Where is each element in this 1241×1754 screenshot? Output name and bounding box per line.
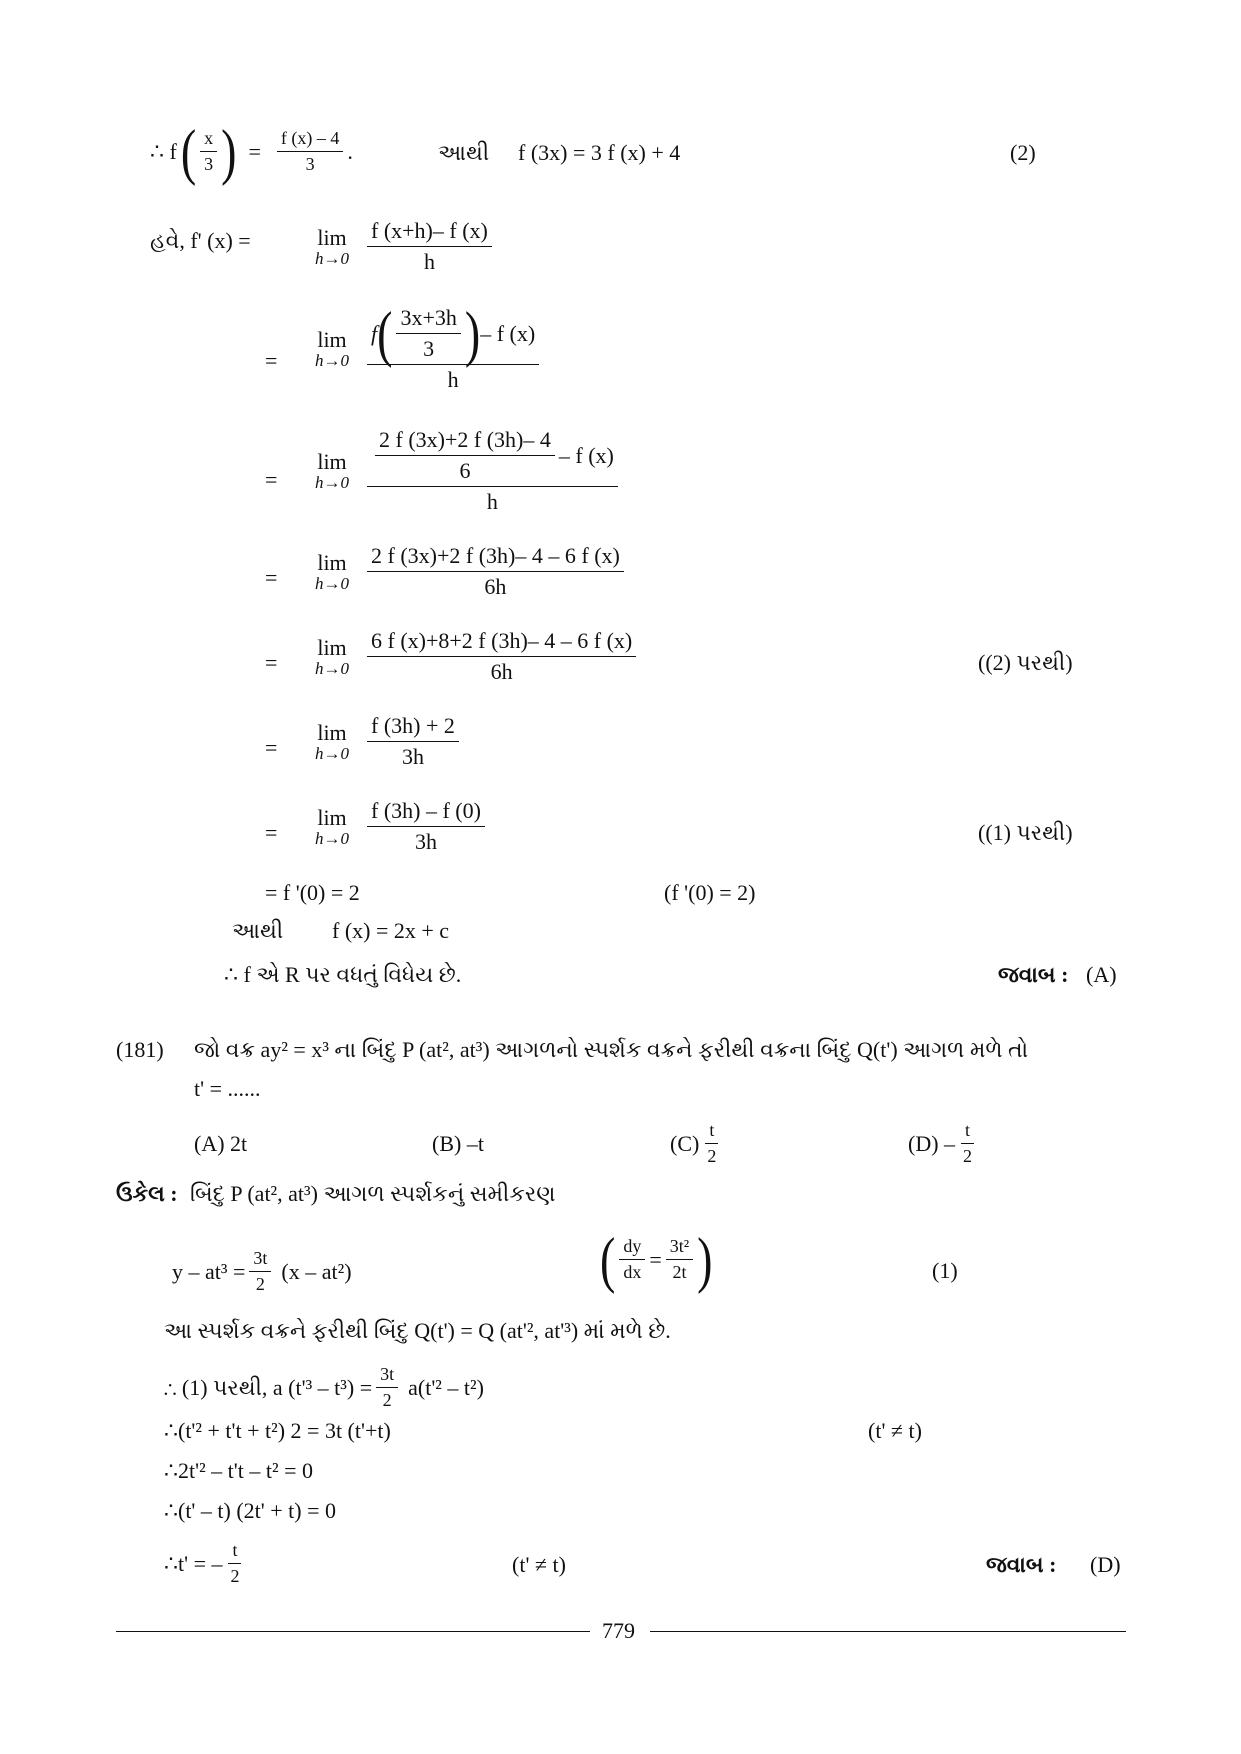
limit-operator: lim h→0 (315, 224, 349, 268)
equation-tag-2: (2) (1010, 140, 1036, 165)
answer-label-a: જવાબ : (998, 962, 1069, 987)
option-c[interactable]: (C) $\frac{t}{2}$ (670, 1120, 717, 1166)
difference-quotient: $\frac{f (x+h)- f (x)}{h}$ (367, 218, 492, 275)
fx-2x-plus-c: f (x) = 2x + c (332, 918, 450, 943)
question-text: જો વક્ર ay² = x³ ના બિંદુ P (at², at³) આગળનો સ્પર્શક વક્રને ફરીથી વક્રના બિંદુ Q(t') આગળ મળે તો (194, 1037, 1029, 1062)
increasing-conclusion: ∴ f એ R પર વધતું વિધેય છે. (224, 962, 462, 987)
equals-4: = (265, 565, 278, 590)
equation-tag-1: (1) (932, 1258, 958, 1283)
answer-label-d: જવાબ : (986, 1552, 1057, 1577)
equals-5: = (265, 650, 278, 675)
deriv-line-2: lim h→0 f ( $\frac{3x+3h}{3}$ ) – f (x) h (315, 305, 543, 393)
therefore-f: ∴ f (150, 138, 177, 164)
solution-intro: બિંદુ P (at², at³) આગળ સ્પર્શકનું સમીકરણ (190, 1181, 556, 1206)
equation-2: ∴ f ( $\frac{x}{3}$ ) = $\frac{f (x) - 4}{3}$ . (150, 116, 353, 186)
deriv-line-3: lim h→0 $\frac{2 f (3x)+2 f (3h)- 4}{6}$ – f (x) h (315, 427, 622, 515)
solution-label: ઉકેલ : (116, 1181, 178, 1206)
footer-rule-left (116, 1631, 590, 1632)
equals-6: = (265, 735, 278, 760)
answer-a: (A) (1086, 962, 1117, 987)
deriv-line-4: lim h→0 $\frac{2 f (3x)+2 f (3h)- 4 - 6 f (x)}{6h}$ (315, 543, 628, 600)
tangent-equation: y – at³ = $\frac{3t}{2}$ (x – at²) (172, 1248, 352, 1294)
option-b[interactable]: (B) –t (432, 1131, 484, 1156)
footer-rule-right (650, 1631, 1126, 1632)
deriv-line-6: lim h→0 $\frac{f (3h) + 2}{3h}$ (315, 713, 463, 770)
step-5-tag: (t' ≠ t) (512, 1552, 566, 1577)
aathi-label-2: આથી (232, 918, 284, 943)
meet-again: આ સ્પર્શક વક્રને ફરીથી બિંદુ Q(t') = Q (at'², at'³) માં મળે છે. (164, 1318, 671, 1343)
x-over-3: $\frac{x}{3}$ (200, 128, 217, 175)
step-2: ∴(t'² + t't + t²) 2 = 3t (t'+t) (164, 1418, 391, 1443)
step-3: ∴2t'² – t't – t² = 0 (164, 1458, 313, 1483)
equals-3: = (265, 467, 278, 492)
f3x-result: f (3x) = 3 f (x) + 4 (518, 140, 681, 165)
step-1: ∴ (1) પરથી, a (t'³ – t³) = $\frac{3t}{2}$ a(t'² – t²) (164, 1364, 484, 1410)
question-text-2: t' = ...... (194, 1076, 261, 1101)
answer-d: (D) (1090, 1552, 1121, 1577)
fprime-zero: = f '(0) = 2 (265, 880, 360, 905)
step-2-tag: (t' ≠ t) (868, 1418, 922, 1443)
deriv-line-7: lim h→0 $\frac{f (3h) - f (0)}{3h}$ (315, 798, 489, 855)
slope-note: ( $\frac{dy}{dx}$ = $\frac{\text{3t²}}{2t}$ ) (600, 1224, 713, 1294)
question-number: (181) (116, 1037, 164, 1062)
step-5: ∴t' = – $\frac{t}{2}$ (164, 1540, 240, 1586)
option-a[interactable]: (A) 2t (194, 1131, 248, 1156)
have-fprime: હવે, f' (x) = (150, 228, 251, 253)
deriv-line-5: lim h→0 $\frac{6 f (x)+8+2 f (3h)- 4 - 6 f (x)}{6h}$ (315, 628, 640, 685)
deriv-line-1 (315, 218, 496, 275)
aathi-label: આથી (438, 140, 490, 165)
equals-7: = (265, 820, 278, 845)
fprime-zero-tag: (f '(0) = 2) (664, 880, 756, 905)
tag-from-1: ((1) પરથી) (978, 820, 1073, 845)
tag-from-2: ((2) પરથી) (978, 650, 1073, 675)
page-number: 779 (602, 1618, 635, 1643)
equals-2: = (265, 348, 278, 373)
step-4: ∴(t' – t) (2t' + t) = 0 (164, 1498, 336, 1523)
fx-minus-4-over-3: $\frac{f (x) - 4}{3}$ (277, 128, 343, 175)
option-d[interactable]: (D) – $\frac{t}{2}$ (908, 1120, 973, 1166)
